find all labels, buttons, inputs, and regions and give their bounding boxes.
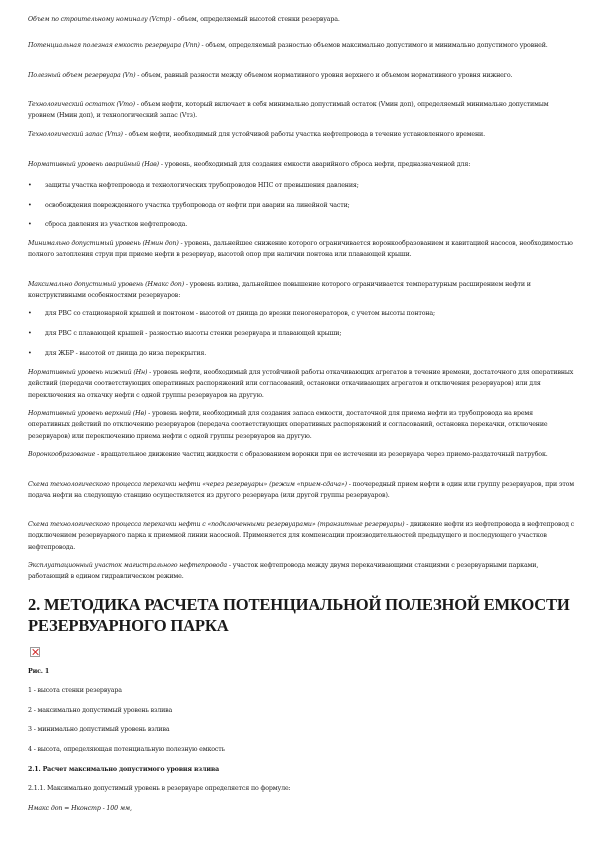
definition-hmax: Максимально допустимый уровень (Hмакс доп) - уровень взлива, дальнейшее повышение которого ограничивается температурным расширением нефти и конструктивными особенностями резервуаров:	[28, 281, 531, 300]
bullet-icon: •	[28, 350, 32, 357]
definition-vortex: Воронкообразование - вращательное движение частиц жидкости с образованием воронки при ее истечении из резервуара через приемо-раздаточный патрубок.	[28, 451, 548, 458]
bullet-icon: •	[28, 202, 32, 209]
bullet-icon: •	[28, 221, 32, 228]
section-heading: 2. МЕТОДИКА РАСЧЕТА ПОТЕНЦИАЛЬНОЙ ПОЛЕЗНОЙ ЕМКОСТИ РЕЗЕРВУАРНОГО ПАРКА	[28, 595, 570, 635]
definition-vstr: Объем по строительному номиналу (Vстр) - объем, определяемый высотой стенки резервуара.	[28, 16, 340, 23]
definition-vp: Полезный объем резервуара (Vп) - объем, равный разности между объемом нормативного уровня верхнего и объемом нормативного уровня нижнего.	[28, 72, 513, 79]
bullet-icon: •	[28, 330, 32, 337]
definition-scheme-connected: Схема технологического процесса перекачки нефти с «подключенными резервуарами» (транзитные резервуары) - движение нефти из нефтепровода в нефтепровод с подключением резервуарного парка к приемной линии насосной. Применяется для компенсации производительностей предыдущего и последующего участков нефтепровода.	[28, 521, 575, 551]
definition-hv: Нормативный уровень верхний (Нв) - уровень нефти, необходимый для создания запаса емкости, достаточной для приема нефти из трубопровода на время оперативных действий по отключению резервуаров (передача соответствующих оперативных распоряжений и согласований, остановка перекачки, отключение резервуаров) или переключению приема нефти с одной группы резервуаров на другую.	[28, 410, 548, 440]
legend-item: 1 - высота стенки резервуара	[28, 687, 122, 694]
formula: Hмакс доп = Hконстр - 100 мм,	[28, 805, 132, 812]
definition-vtz: Технологический запас (Vтз) - объем нефти, необходимый для устойчивой работы участка нефтепровода в течение установленного времени.	[28, 131, 485, 138]
broken-image-icon	[30, 647, 40, 657]
legend-item: 2 - максимально допустимый уровень взлива	[28, 707, 173, 714]
definition-scheme-through: Схема технологического процесса перекачки нефти «через резервуары» (режим «прием-сдача») - поочередный прием нефти в один или группу резервуаров, при этом подача нефти на следующую станцию осуществляется из другого резервуара (или другой группы резервуаров).	[28, 481, 575, 500]
document-page: Объем по строительному номиналу (Vстр) - объем, определяемый высотой стенки резервуара. Потенциальная полезная емкость резервуара (Vпп) - объем, определяемый разностью объемов максимально допустимого и минимально допустимого уровней. Полезный объем резервуара (Vп) - объем, равный разности между объемом нормативного уровня верхнего и объемом нормативного уровня нижнего. Технологический остаток (Vто) - объем нефти, который включает в себя минимально допустимый остаток (Vмин доп), определяемый минимально допустимым уровнем (Hмин доп), и технологический запас (Vтз). Технологический запас (Vтз) - объем нефти, необходимый для устойчивой работы участка нефтепровода в течение установленного времени. Нормативный уровень аварийный (Нав) - уровень, необходимый для создания емкости аварийного сброса нефти, предназначенной для: • защиты участка нефтепровода и технологических трубопроводов НПС от превышения давления; • освобождения поврежденного участка трубопровода от нефти при аварии на линейной части; • сброса давления из участков нефтепровода. Минимально допустимый уровень (Hмин доп) - уровень, дальнейшее снижение которого ограничивается воронкообразованием и кавитацией насосов, необходимостью полного затопления струи при приеме нефти в резервуар, высотой опор при наличии понтона или плавающей крыши. Максимально допустимый уровень (Hмакс доп) - уровень взлива, дальнейшее повышение которого ограничивается температурным расширением нефти и конструктивными особенностями резервуаров: • для РВС со стационарной крышей и понтоном - высотой от днища до врезки пеногенераторов, с учетом высоты понтона; • для РВС с плавающей крышей - разностью высоты стенки резервуара и плавающей крыши; • для ЖБР - высотой от днища до низа перекрытия. Нормативный уровень нижний (Нн) - уровень нефти, необходимый для устойчивой работы откачивающих агрегатов в течение времени, достаточного для оперативных действий (передачи соответствующих оперативных распоряжений или согласований, остановки откачивающих агрегатов и отключения резервуаров) или для переключения на откачку нефти с одной группы резервуаров на другую. Нормативный уровень верхний (Нв) - уровень нефти, необходимый для создания запаса емкости, достаточной для приема нефти из трубопровода на время оперативных действий по отключению резервуаров (передача соответствующих оперативных распоряжений и согласований, остановка перекачки, отключение резервуаров) или переключению приема нефти с одной группы резервуаров на другую. Воронкообразование - вращательное движение частиц жидкости с образованием воронки при ее истечении из резервуара через приемо-раздаточный патрубок. Схема технологического процесса перекачки нефти «через резервуары» (режим «прием-сдача») - поочередный прием нефти в один или группу резервуаров, при этом подача нефти на следующую станцию осуществляется из другого резервуара (или другой группы резервуаров). Схема технологического процесса перекачки нефти с «подключенными резервуарами» (транзитные резервуары) - движение нефти из нефтепровода в нефтепровод с подключением резервуарного парка к приемной линии насосной. Применяется для компенсации производительностей предыдущего и последующего участков нефтепровода. Эксплуатационный участок магистрального нефтепровода - участок нефтепровода между двумя перекачивающими станциями с резервуарными парками, работающий в едином гидравлическом режиме. 2. МЕТОДИКА РАСЧЕТА ПОТЕНЦИАЛЬНОЙ ПОЛЕЗНОЙ ЕМКОСТИ РЕЗЕРВУАРНОГО ПАРКА Рис. 1 1 - высота стенки резервуара 2 - максимально допустимый уровень взлива 3 - минимально допустимый уровень взлива 4 - высота, определяющая потенциальную полезную емкость 2.1. Расчет максимально допустимого уровня взлива 2.1.1. Максимально допустимый уровень в резервуаре определяется по формуле: Hмакс доп = Hконстр - 100 мм,	[0, 0, 595, 842]
figure-caption: Рис. 1	[28, 668, 50, 675]
definition-hn: Нормативный уровень нижний (Нн) - уровень нефти, необходимый для устойчивой работы откачивающих агрегатов в течение времени, достаточного для оперативных действий (передачи соответствующих оперативных распоряжений или согласований, остановки откачивающих агрегатов и отключения резервуаров) или для переключения на откачку нефти с одной группы резервуаров на другую.	[28, 369, 574, 399]
definition-operating-section: Эксплуатационный участок магистрального нефтепровода - участок нефтепровода между двумя перекачивающими станциями с резервуарными парками, работающий в едином гидравлическом режиме.	[28, 562, 539, 581]
subsection-text: 2.1.1. Максимально допустимый уровень в резервуаре определяется по формуле:	[28, 785, 291, 792]
subsection-title: 2.1. Расчет максимально допустимого уровня взлива	[28, 766, 219, 773]
definition-hmin: Минимально допустимый уровень (Hмин доп) - уровень, дальнейшее снижение которого ограничивается воронкообразованием и кавитацией насосов, необходимостью полного затопления струи при приеме нефти в резервуар, высотой опор при наличии понтона или плавающей крыши.	[28, 240, 573, 259]
definition-hav: Нормативный уровень аварийный (Нав) - уровень, необходимый для создания емкости аварийного сброса нефти, предназначенной для:	[28, 161, 471, 168]
definition-vto: Технологический остаток (Vто) - объем нефти, который включает в себя минимально допустимый остаток (Vмин доп), определяемый минимально допустимым уровнем (Hмин доп), и технологический запас (Vтз).	[28, 101, 549, 120]
legend-item: 4 - высота, определяющая потенциальную полезную емкость	[28, 746, 225, 753]
legend-item: 3 - минимально допустимый уровень взлива	[28, 726, 170, 733]
bullet-icon: •	[28, 182, 32, 189]
definition-vpp: Потенциальная полезная емкость резервуара (Vпп) - объем, определяемый разностью объемов максимально допустимого и минимально допустимого уровней.	[28, 42, 548, 49]
bullet-icon: •	[28, 310, 32, 317]
